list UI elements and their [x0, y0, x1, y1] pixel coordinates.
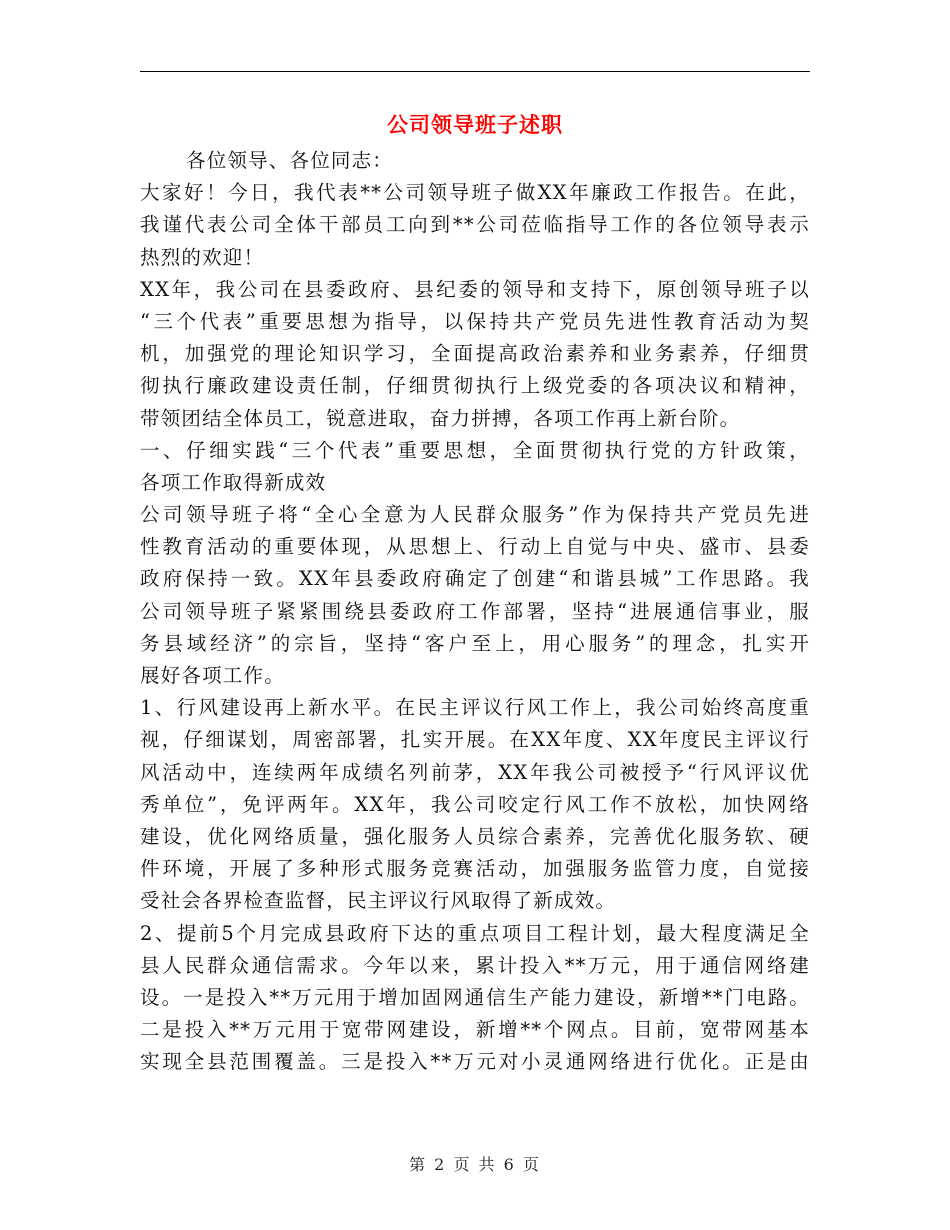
text-line: 带领团结全体员工，锐意进取，奋力拼搏，各项工作再上新台阶。: [140, 406, 741, 430]
text-line: 视，仔细谋划，周密部署，扎实开展。在XX年度、XX年度民主评议行: [140, 728, 810, 752]
text-line: 我谨代表公司全体干部员工向到**公司莅临指导工作的各位领导表示: [140, 213, 810, 237]
text-line: 大家好！今日，我代表**公司领导班子做XX年廉政工作报告。在此，: [140, 181, 810, 205]
text-line: 务县域经济”的宗旨，坚持“客户至上，用心服务”的理念，扎实开: [140, 631, 810, 655]
page-footer: 第 2 页 共 6 页: [409, 1155, 541, 1174]
text-line: 各项工作取得新成效: [140, 470, 327, 494]
text-line: 各位领导、各位同志：: [186, 149, 394, 172]
text-line: 一、仔细实践“三个代表”重要思想，全面贯彻执行党的方针政策，: [140, 438, 810, 462]
text-line: 机，加强党的理论知识学习，全面提高政治素养和业务素养，仔细贯: [140, 342, 810, 366]
header-rule: [140, 71, 810, 72]
text-line: 公司领导班子将“全心全意为人民群众服务”作为保持共产党员先进: [140, 503, 810, 527]
text-line: 1、行风建设再上新水平。在民主评议行风工作上，我公司始终高度重: [140, 696, 810, 720]
text-line: 展好各项工作。: [140, 664, 285, 687]
text-line: 性教育活动的重要体现，从思想上、行动上自觉与中央、盛市、县委: [140, 535, 810, 559]
text-line: 公司领导班子紧紧围绕县委政府工作部署，坚持“进展通信事业，服: [140, 599, 810, 623]
document-title: 公司领导班子述职: [387, 112, 563, 137]
text-line: “三个代表”重要思想为指导，以保持共产党员先进性教育活动为契: [140, 309, 810, 333]
text-line: XX年，我公司在县委政府、县纪委的领导和支持下，原创领导班子以: [140, 277, 810, 301]
text-line: 彻执行廉政建设责任制，仔细贯彻执行上级党委的各项决议和精神，: [140, 374, 810, 398]
text-line: 2、提前5个月完成县政府下达的重点项目工程计划，最大程度满足全: [140, 921, 810, 945]
text-line: 热烈的欢迎！: [140, 245, 265, 269]
text-line: 受社会各界检查监督，民主评议行风取得了新成效。: [140, 889, 617, 913]
text-line: 建设，优化网络质量，强化服务人员综合素养，完善优化服务软、硬: [140, 824, 810, 848]
text-line: 实现全县范围覆盖。三是投入**万元对小灵通网络进行优化。正是由: [140, 1050, 810, 1074]
text-line: 县人民群众通信需求。今年以来，累计投入**万元，用于通信网络建: [140, 953, 810, 977]
text-line: 风活动中，连续两年成绩名列前茅，XX年我公司被授予“行风评议优: [140, 760, 810, 784]
text-line: 政府保持一致。XX年县委政府确定了创建“和谐县城”工作思路。我: [140, 567, 810, 591]
text-line: 二是投入**万元用于宽带网建设，新增**个网点。目前，宽带网基本: [140, 1018, 810, 1042]
document-body: [140, 145, 810, 1078]
text-line: 秀单位”，免评两年。XX年，我公司咬定行风工作不放松，加快网络: [140, 792, 810, 816]
text-line: 设。一是投入**万元用于增加固网通信生产能力建设，新增**门电路。: [140, 985, 810, 1009]
text-line: 件环境，开展了多种形式服务竞赛活动，加强服务监管力度，自觉接: [140, 857, 810, 881]
